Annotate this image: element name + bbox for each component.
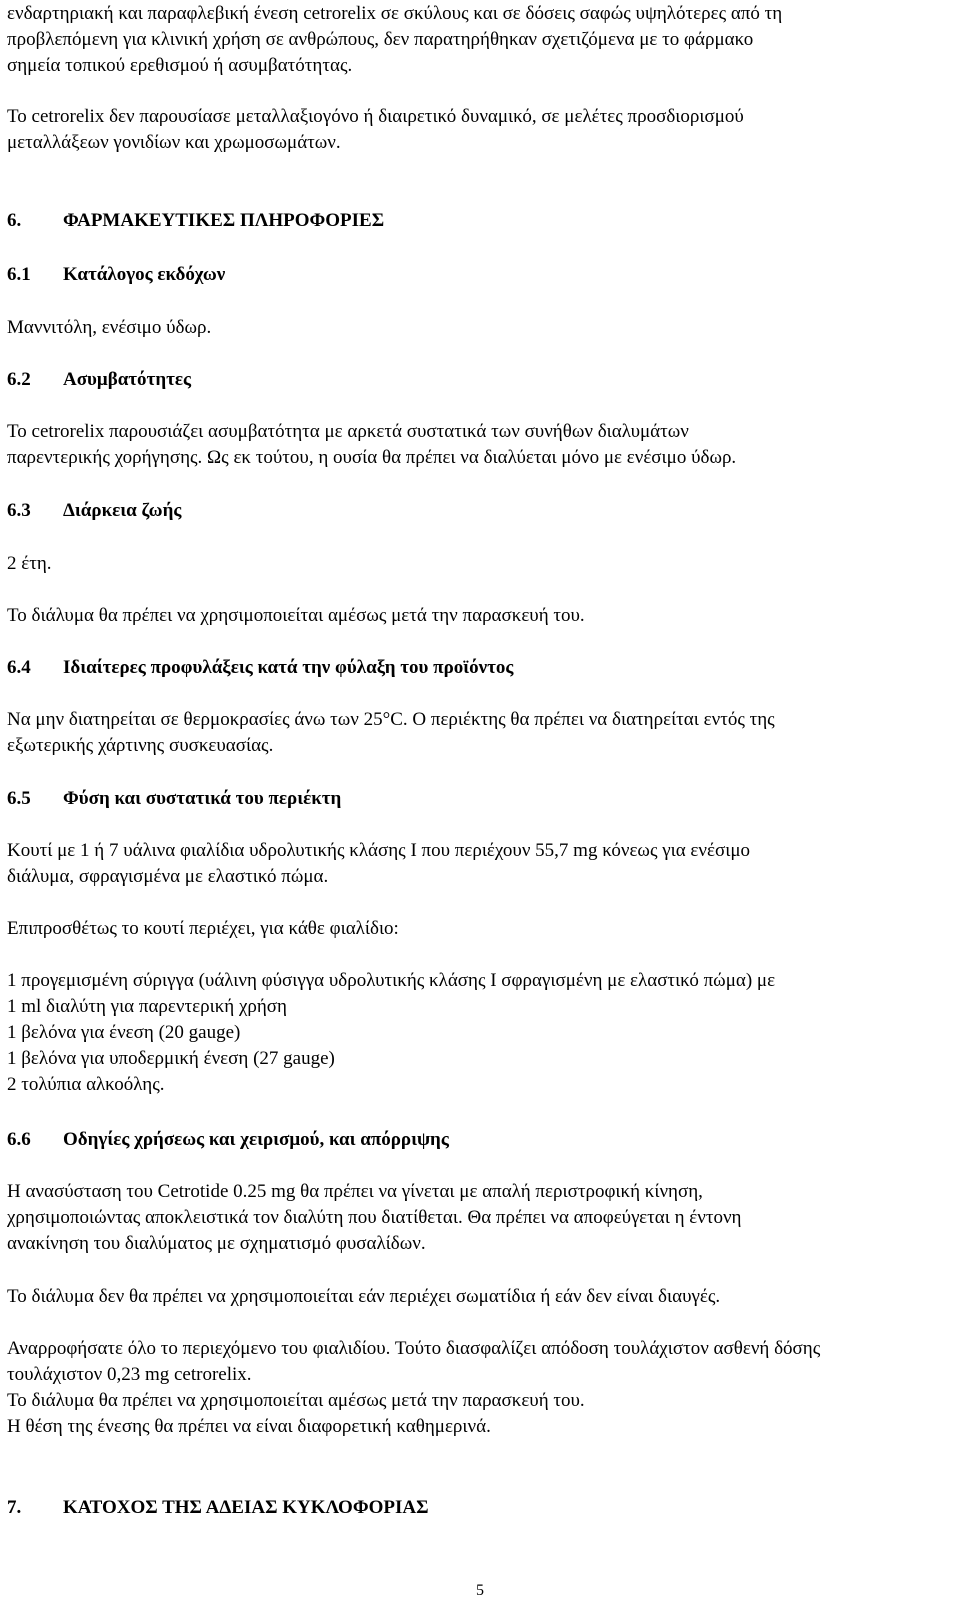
text-line: παρεντερικής χορήγησης. Ως εκ τούτου, η ουσία θα πρέπει να διαλύεται μόνο με ενέσιμο ύδωρ.	[7, 447, 737, 468]
section-title: ΦΑΡΜΑΚΕΥΤΙΚΕΣ ΠΛΗΡΟΦΟΡΙΕΣ	[63, 210, 385, 231]
section-number: 6.5	[7, 788, 31, 809]
text-line: διάλυμα, σφραγισμένα με ελαστικό πώμα.	[7, 866, 329, 887]
section-title: Διάρκεια ζωής	[63, 500, 182, 521]
section-heading-7	[7, 1495, 429, 1521]
storage-paragraph	[7, 707, 947, 759]
text-line: Αναρροφήσατε όλο το περιεχόμενο του φιαλιδίου. Τούτο διασφαλίζει απόδοση τουλάχιστον ασθενή δόσης	[7, 1338, 821, 1359]
section-heading-6	[7, 208, 385, 234]
incompatibilities-paragraph	[7, 419, 947, 471]
text-line: εξωτερικής χάρτινης συσκευασίας.	[7, 735, 274, 756]
shelf-life-text: 2 έτη.	[7, 553, 52, 574]
section-number: 6.	[7, 210, 22, 231]
container-paragraph	[7, 838, 947, 890]
section-title: Ασυμβατότητες	[63, 369, 191, 390]
section-title: Οδηγίες χρήσεως και χειρισμού, και απόρριψης	[63, 1129, 449, 1150]
list-item: 1 βελόνα για ένεση (20 gauge)	[7, 1022, 241, 1043]
section-number: 6.3	[7, 500, 31, 521]
reconstitution-paragraph	[7, 1179, 947, 1257]
list-item: 1 προγεμισμένη σύριγγα (υάλινη φύσιγγα υδρολυτικής κλάσης Ι σφραγισμένη με ελαστικό πώμα) με	[7, 970, 776, 991]
particles-warning: Το διάλυμα δεν θα πρέπει να χρησιμοποιείται εάν περιέχει σωματίδια ή εάν δεν είναι διαυγές.	[7, 1286, 721, 1307]
section-title: Κατάλογος εκδόχων	[63, 264, 226, 285]
section-heading-6-6	[7, 1127, 449, 1153]
text-line: Να μην διατηρείται σε θερμοκρασίες άνω των 25°C. Ο περιέκτης θα πρέπει να διατηρείται εντός της	[7, 709, 775, 730]
text-line: χρησιμοποιώντας αποκλειστικά τον διαλύτη που διατίθεται. Θα πρέπει να αποφεύγεται η έντονη	[7, 1207, 742, 1228]
section-heading-6-1	[7, 262, 226, 288]
text-line: προβλεπόμενη για κλινική χρήση σε ανθρώπους, δεν παρατηρήθηκαν σχετιζόμενα με το φάρμακο	[7, 29, 754, 50]
text-line: ανακίνηση του διαλύματος με σχηματισμό φυσαλίδων.	[7, 1233, 426, 1254]
text-line: Η θέση της ένεσης θα πρέπει να είναι διαφορετική καθημερινά.	[7, 1416, 491, 1437]
text-line: τουλάχιστον 0,23 mg cetrorelix.	[7, 1364, 252, 1385]
text-line: Το cetrorelix παρουσιάζει ασυμβατότητα με αρκετά συστατικά των συνήθων διαλυμάτων	[7, 421, 689, 442]
section-number: 6.2	[7, 369, 31, 390]
page-number: 5	[476, 1582, 484, 1599]
section-number: 6.1	[7, 264, 31, 285]
list-item: 2 τολύπια αλκοόλης.	[7, 1074, 165, 1095]
section-heading-6-4	[7, 655, 514, 681]
section-heading-6-2	[7, 367, 191, 393]
section-title: ΚΑΤΟΧΟΣ ΤΗΣ ΑΔΕΙΑΣ ΚΥΚΛΟΦΟΡΙΑΣ	[63, 1497, 429, 1518]
text-line: σημεία τοπικού ερεθισμού ή ασυμβατότητας.	[7, 55, 353, 76]
mutagenicity-paragraph	[7, 104, 947, 156]
section-number: 6.6	[7, 1129, 31, 1150]
section-heading-6-3	[7, 498, 182, 524]
list-item: 1 ml διαλύτη για παρεντερική χρήση	[7, 996, 287, 1017]
text-line: Η ανασύσταση του Cetrotide 0.25 mg θα πρέπει να γίνεται με απαλή περιστροφική κίνηση,	[7, 1181, 703, 1202]
administration-paragraph	[7, 1336, 947, 1440]
intro-paragraph	[7, 1, 947, 79]
contents-list	[7, 968, 947, 1098]
contents-intro: Επιπροσθέτως το κουτί περιέχει, για κάθε φιαλίδιο:	[7, 918, 399, 939]
section-number: 6.4	[7, 657, 31, 678]
shelf-life-note: Το διάλυμα θα πρέπει να χρησιμοποιείται αμέσως μετά την παρασκευή του.	[7, 605, 585, 626]
excipients-text: Μαννιτόλη, ενέσιμο ύδωρ.	[7, 317, 212, 338]
text-line: ενδαρτηριακή και παραφλεβική ένεση cetrorelix σε σκύλους και σε δόσεις σαφώς υψηλότερες από τη	[7, 3, 783, 24]
text-line: Το διάλυμα θα πρέπει να χρησιμοποιείται αμέσως μετά την παρασκευή του.	[7, 1390, 585, 1411]
text-line: Το cetrorelix δεν παρουσίασε μεταλλαξιογόνο ή διαιρετικό δυναμικό, σε μελέτες προσδιορισμού	[7, 106, 744, 127]
list-item: 1 βελόνα για υποδερμική ένεση (27 gauge)	[7, 1048, 335, 1069]
section-title: Φύση και συστατικά του περιέκτη	[63, 788, 342, 809]
text-line: μεταλλάξεων γονιδίων και χρωμοσωμάτων.	[7, 132, 341, 153]
section-number: 7.	[7, 1497, 22, 1518]
text-line: Κουτί με 1 ή 7 υάλινα φιαλίδια υδρολυτικής κλάσης Ι που περιέχουν 55,7 mg κόνεως για ενέσιμο	[7, 840, 751, 861]
section-heading-6-5	[7, 786, 342, 812]
section-title: Ιδιαίτερες προφυλάξεις κατά την φύλαξη του προϊόντος	[63, 657, 514, 678]
